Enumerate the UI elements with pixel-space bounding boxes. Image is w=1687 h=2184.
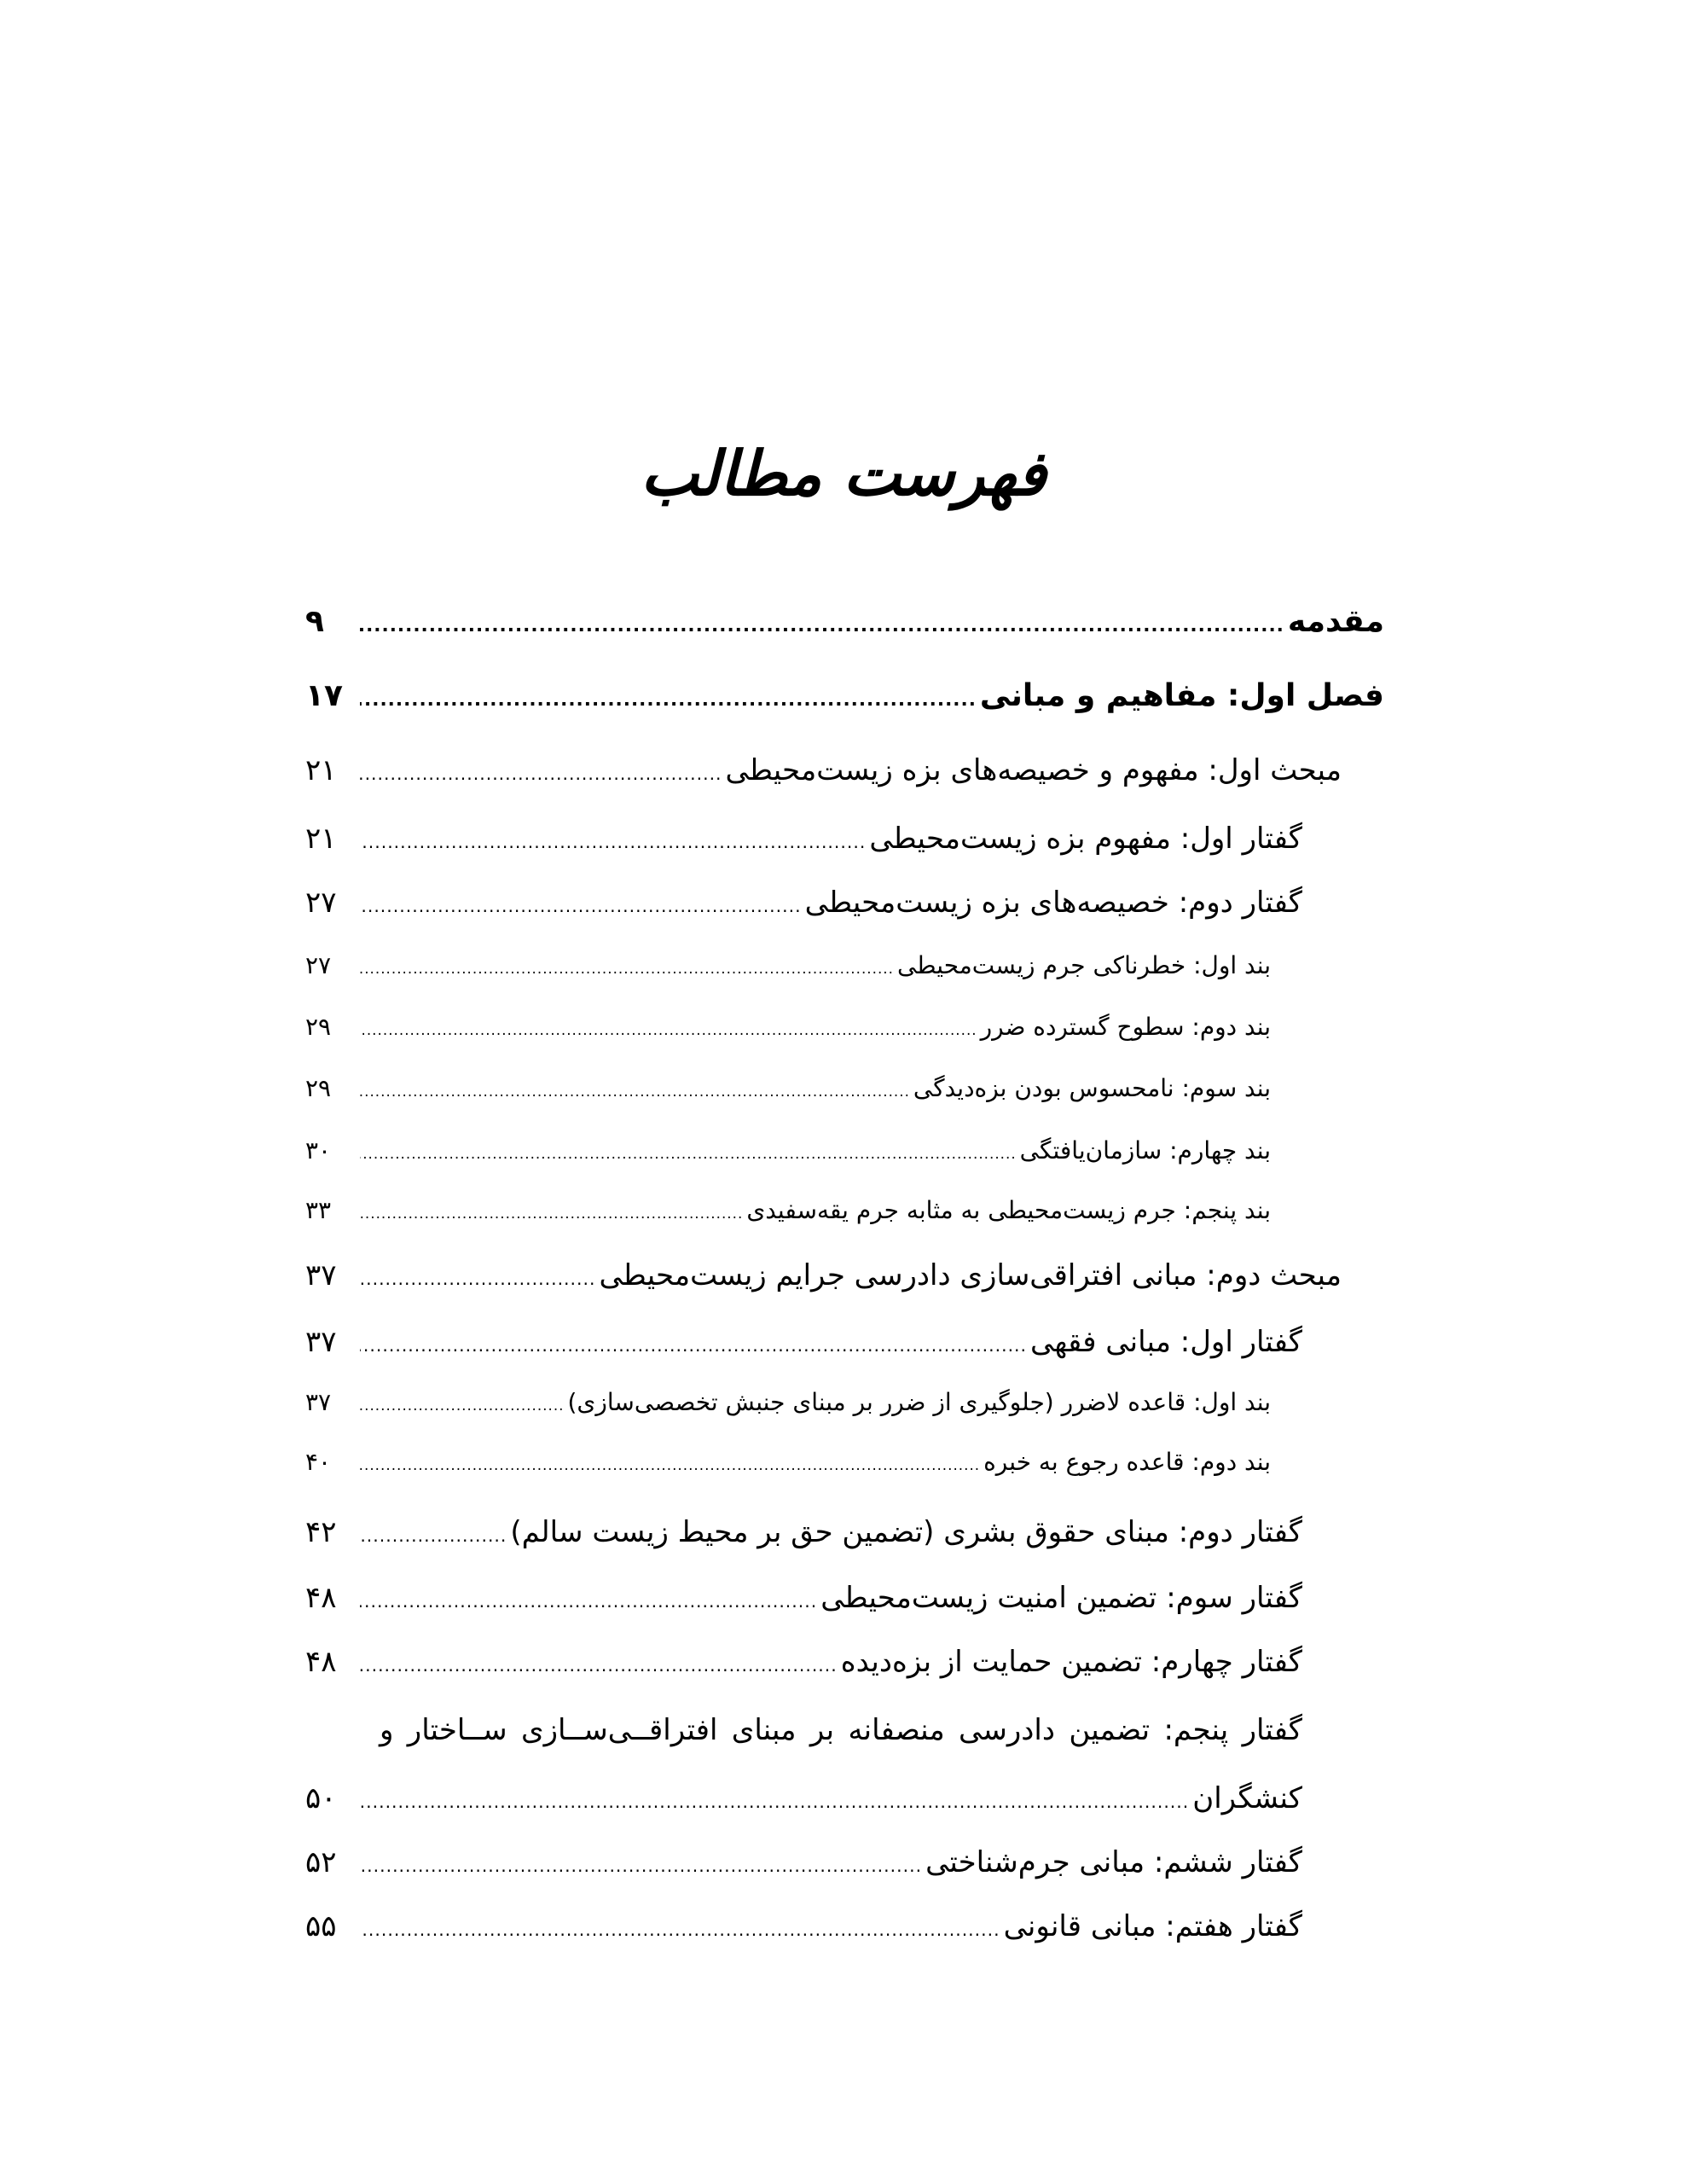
toc-entry-label: مقدمه	[1287, 604, 1384, 639]
toc-entry-page: ۹	[305, 604, 324, 639]
toc-entry-page: ۲۱	[305, 822, 337, 856]
leader-dots	[360, 896, 802, 916]
toc-entry-label: کنشگران	[1192, 1781, 1302, 1815]
leader-dots	[360, 1856, 922, 1876]
leader-dots	[360, 1456, 980, 1473]
toc-entry-label: بند دوم: قاعده رجوع به خبره	[983, 1448, 1271, 1476]
toc-entry-wrapped-first-line[interactable]: گفتار پنجم: تضمین دادرسی منصفانه بر مبنای افتراقــی‌ســازی ســاختار و	[380, 1713, 1302, 1747]
toc-entry-section-1[interactable]	[305, 753, 1342, 787]
toc-entry-introduction[interactable]	[305, 604, 1384, 639]
toc-entry-page: ۳۰	[305, 1136, 332, 1165]
toc-entry-subsection[interactable]	[305, 822, 1302, 856]
toc-entry-section-2[interactable]	[305, 1258, 1342, 1292]
toc-entry-page: ۲۷	[305, 951, 332, 979]
toc-entry-page: ۲۱	[305, 753, 337, 787]
toc-entry-page: ۵۰	[305, 1781, 337, 1815]
toc-entry-label: بند اول: خطرناکی جرم زیست‌محیطی	[896, 951, 1271, 979]
leader-dots	[360, 1591, 817, 1612]
toc-entry-label: مبحث اول: مفهوم و خصیصه‌های بزه زیست‌محیطی	[725, 753, 1342, 787]
toc-entry-page: ۳۷	[305, 1258, 337, 1292]
toc-entry-label: گفتار سوم: تضمین امنیت زیست‌محیطی	[820, 1581, 1302, 1615]
toc-entry-subsection[interactable]	[305, 1909, 1302, 1943]
toc-entry-label: گفتار چهارم: تضمین حمایت از بزه‌دیده	[840, 1645, 1302, 1679]
leader-dots	[360, 1269, 595, 1289]
toc-entry-label: گفتار هفتم: مبانی قانونی	[1003, 1909, 1302, 1943]
toc-entry-page: ۴۰	[305, 1448, 332, 1476]
leader-dots	[360, 689, 977, 711]
leader-dots	[360, 615, 1284, 636]
toc-entry-label: فصل اول: مفاهیم و مبانی	[979, 678, 1384, 713]
toc-entry-page: ۵۲	[305, 1845, 337, 1879]
toc-entry-page: ۴۸	[305, 1645, 337, 1679]
leader-dots	[360, 1335, 1027, 1356]
toc-entry-label: گفتار دوم: خصیصه‌های بزه زیست‌محیطی	[804, 886, 1302, 920]
toc-entry-page: ۳۷	[305, 1325, 337, 1359]
toc-entry-subsection[interactable]	[305, 1325, 1302, 1359]
toc-entry-label: گفتار ششم: مبانی جرم‌شناختی	[925, 1845, 1302, 1879]
toc-entry-label: بند سوم: نامحسوس بودن بزه‌دیدگی	[913, 1074, 1271, 1102]
toc-entry-label: گفتار اول: مفهوم بزه زیست‌محیطی	[869, 822, 1302, 856]
toc-entry-chapter-1[interactable]	[305, 678, 1384, 713]
toc-entry-page: ۵۵	[305, 1909, 337, 1943]
toc-entry-label: بند اول: قاعده لاضرر (جلوگیری از ضرر بر مبنای جنبش تخصصی‌سازی)	[567, 1388, 1271, 1416]
leader-dots	[360, 960, 894, 977]
leader-dots	[360, 764, 722, 784]
toc-entry-clause[interactable]	[305, 1196, 1271, 1224]
toc-entry-clause[interactable]	[305, 1388, 1271, 1416]
toc-entry-clause[interactable]	[305, 1013, 1271, 1041]
toc-entry-subsection[interactable]	[305, 1781, 1302, 1815]
toc-entry-subsection[interactable]	[305, 1845, 1302, 1879]
toc-entry-page: ۲۷	[305, 886, 337, 920]
leader-dots	[360, 1021, 977, 1038]
toc-entry-label: گفتار اول: مبانی فقهی	[1030, 1325, 1302, 1359]
toc-entry-clause[interactable]	[305, 1074, 1271, 1102]
toc-entry-label: گفتار دوم: مبنای حقوق بشری (تضمین حق بر محیط زیست سالم)	[510, 1515, 1302, 1549]
toc-entry-page: ۲۹	[305, 1074, 332, 1102]
leader-dots	[360, 1525, 507, 1546]
leader-dots	[360, 1920, 1000, 1940]
toc-entry-clause[interactable]	[305, 951, 1271, 979]
leader-dots	[360, 1397, 565, 1414]
leader-dots	[360, 832, 866, 852]
leader-dots	[360, 1145, 1017, 1162]
toc-entry-page: ۱۷	[305, 678, 343, 713]
toc-entry-subsection[interactable]	[305, 886, 1302, 920]
toc-entry-page: ۳۳	[305, 1196, 332, 1224]
toc-entry-page: ۳۷	[305, 1388, 332, 1416]
toc-entry-label: بند چهارم: سازمان‌یافتگی	[1019, 1136, 1271, 1165]
leader-dots	[360, 1083, 910, 1100]
toc-entry-page: ۲۹	[305, 1013, 332, 1041]
toc-entry-label: مبحث دوم: مبانی افتراقی‌سازی دادرسی جرایم زیست‌محیطی	[599, 1258, 1342, 1292]
toc-entry-clause[interactable]	[305, 1136, 1271, 1165]
toc-entry-subsection[interactable]	[305, 1645, 1302, 1679]
leader-dots	[360, 1792, 1189, 1812]
toc-entry-label: بند پنجم: جرم زیست‌محیطی به مثابه جرم یقه‌سفیدی	[746, 1196, 1271, 1224]
toc-entry-subsection[interactable]	[305, 1581, 1302, 1615]
toc-entry-label: بند دوم: سطوح گسترده ضرر	[980, 1013, 1271, 1041]
toc-entry-clause[interactable]	[305, 1448, 1271, 1476]
toc-entry-page: ۴۸	[305, 1581, 337, 1615]
leader-dots	[360, 1205, 743, 1222]
leader-dots	[360, 1655, 838, 1676]
page-title: فهرست مطالب	[641, 437, 1046, 509]
toc-entry-page: ۴۲	[305, 1515, 337, 1549]
toc-entry-subsection[interactable]	[305, 1515, 1302, 1549]
